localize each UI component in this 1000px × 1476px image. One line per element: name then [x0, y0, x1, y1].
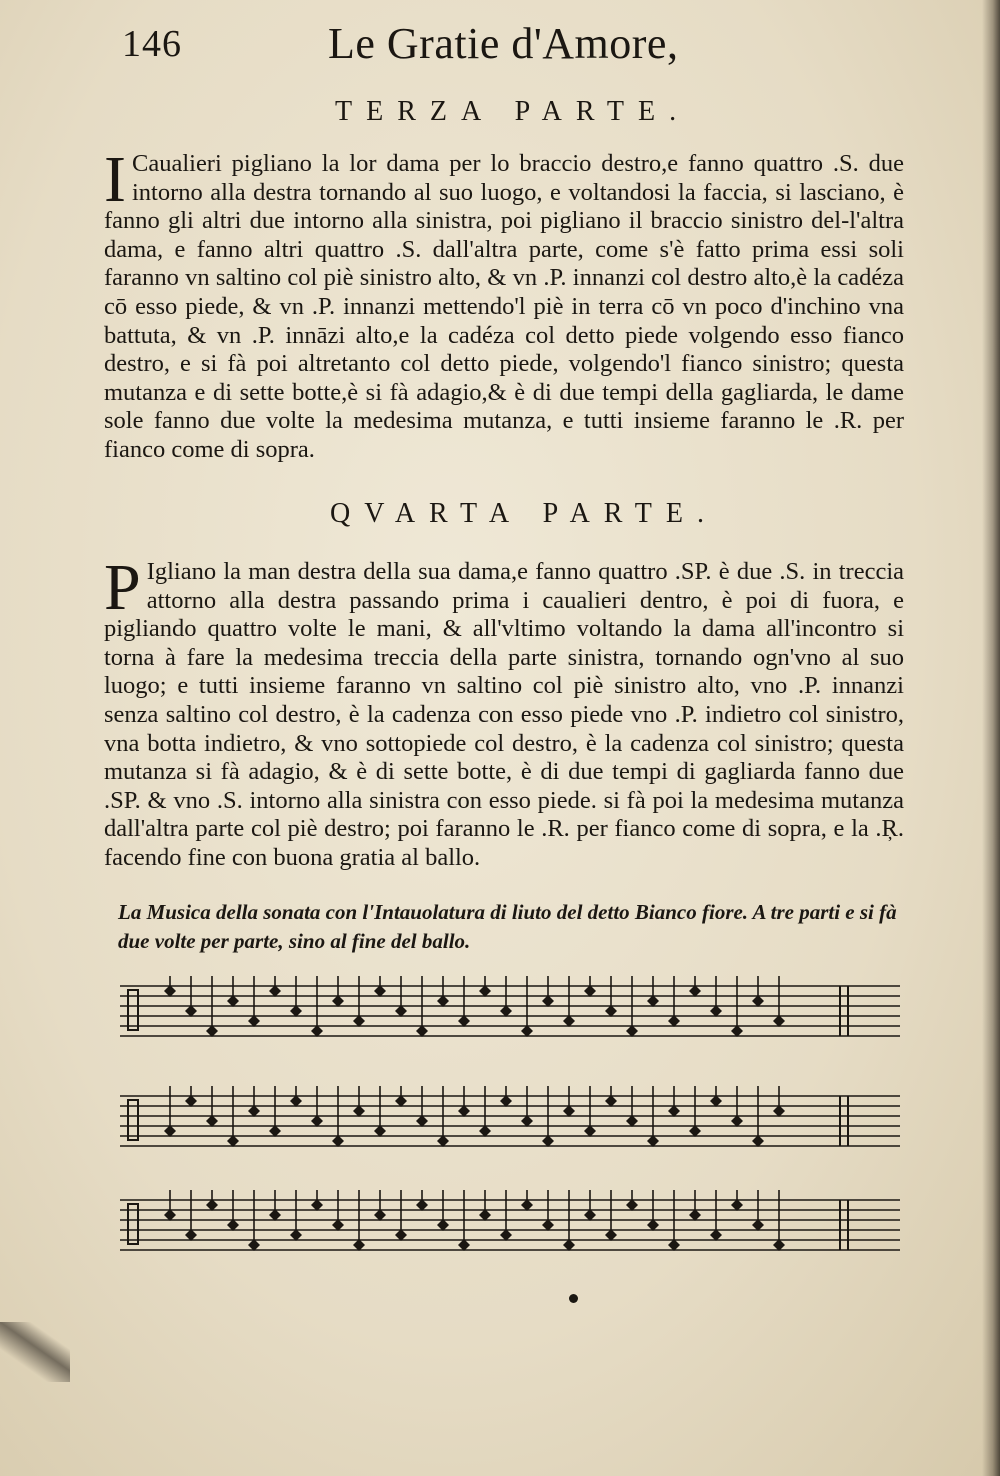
- note-head: [605, 1229, 617, 1241]
- note-head: [521, 1199, 533, 1211]
- note-head: [269, 1125, 281, 1137]
- page-number: 146: [122, 23, 182, 65]
- note-head: [248, 1015, 260, 1027]
- note-head: [332, 995, 344, 1007]
- running-title: Le Gratie d'Amore,: [328, 19, 679, 68]
- note-head: [206, 1025, 218, 1037]
- note-head: [626, 1199, 638, 1211]
- ink-dot: [569, 1294, 578, 1303]
- note-head: [563, 1105, 575, 1117]
- note-head: [290, 1095, 302, 1107]
- note-head: [542, 995, 554, 1007]
- note-head: [206, 1199, 218, 1211]
- page-edge-shadow: [982, 0, 1000, 1476]
- note-head: [647, 995, 659, 1007]
- lute-tablature-icon: [110, 1086, 910, 1160]
- note-head: [395, 1005, 407, 1017]
- music-staff-3: [110, 1190, 910, 1264]
- note-head: [752, 1219, 764, 1231]
- note-head: [605, 1005, 617, 1017]
- note-head: [689, 1125, 701, 1137]
- section-heading-terza: TERZA PARTE.: [335, 96, 691, 127]
- note-head: [668, 1015, 680, 1027]
- note-head: [689, 985, 701, 997]
- note-head: [227, 1135, 239, 1147]
- note-head: [416, 1115, 428, 1127]
- note-head: [416, 1199, 428, 1211]
- note-head: [332, 1219, 344, 1231]
- paragraph-quarta-parte: [104, 551, 904, 873]
- note-head: [458, 1015, 470, 1027]
- lute-tablature-icon: [110, 976, 910, 1050]
- music-caption: La Musica della sonata con l'Intauolatura di liuto del detto Bianco fiore. A tre parti e si fà due volte per parte, sino al fine del ballo.: [118, 900, 897, 953]
- note-head: [311, 1025, 323, 1037]
- note-head: [353, 1105, 365, 1117]
- note-head: [542, 1135, 554, 1147]
- note-head: [752, 995, 764, 1007]
- note-head: [542, 1219, 554, 1231]
- note-head: [773, 1105, 785, 1117]
- note-head: [500, 1229, 512, 1241]
- note-head: [206, 1115, 218, 1127]
- note-head: [227, 995, 239, 1007]
- note-head: [353, 1239, 365, 1251]
- drop-cap-quarta: P: [104, 551, 141, 624]
- note-head: [731, 1025, 743, 1037]
- note-head: [647, 1135, 659, 1147]
- note-head: [689, 1209, 701, 1221]
- note-head: [332, 1135, 344, 1147]
- note-head: [290, 1005, 302, 1017]
- music-staff-1: [110, 976, 910, 1050]
- note-head: [563, 1239, 575, 1251]
- note-head: [731, 1199, 743, 1211]
- note-head: [164, 1209, 176, 1221]
- note-head: [584, 985, 596, 997]
- note-head: [374, 1209, 386, 1221]
- music-staff-2: [110, 1086, 910, 1160]
- note-head: [479, 985, 491, 997]
- note-head: [185, 1095, 197, 1107]
- note-head: [437, 1135, 449, 1147]
- note-head: [437, 1219, 449, 1231]
- note-head: [416, 1025, 428, 1037]
- note-head: [626, 1025, 638, 1037]
- note-head: [479, 1125, 491, 1137]
- note-head: [185, 1005, 197, 1017]
- note-head: [185, 1229, 197, 1241]
- note-head: [752, 1135, 764, 1147]
- note-head: [668, 1105, 680, 1117]
- note-head: [311, 1115, 323, 1127]
- note-head: [521, 1115, 533, 1127]
- note-head: [731, 1115, 743, 1127]
- note-head: [647, 1219, 659, 1231]
- note-head: [710, 1095, 722, 1107]
- note-head: [269, 985, 281, 997]
- note-head: [374, 985, 386, 997]
- note-head: [437, 995, 449, 1007]
- note-head: [248, 1239, 260, 1251]
- note-head: [290, 1229, 302, 1241]
- note-head: [668, 1239, 680, 1251]
- drop-cap-terza: I: [104, 143, 126, 216]
- note-head: [395, 1095, 407, 1107]
- note-head: [710, 1005, 722, 1017]
- note-head: [374, 1125, 386, 1137]
- note-head: [563, 1015, 575, 1027]
- paragraph-terza-parte: [104, 143, 904, 465]
- note-head: [605, 1095, 617, 1107]
- note-head: [164, 985, 176, 997]
- note-head: [248, 1105, 260, 1117]
- note-head: [584, 1125, 596, 1137]
- note-head: [479, 1209, 491, 1221]
- note-head: [710, 1229, 722, 1241]
- note-head: [773, 1239, 785, 1251]
- note-head: [500, 1095, 512, 1107]
- paragraph-text-terza: Caualieri pigliano la lor dama per lo braccio destro,e fanno quattro .S. due intorno alla destra tornando al suo luogo, e voltandosi la faccia, si lasciano, è fanno gli altri due intorno alla sinistra, poi pigliano il braccio sinistro del-l'altra dama, e fanno altri quattro .S. dall'altra parte, come s'è fatto prima essi soli faranno vn saltino col piè sinistro alto, & vn .P. innanzi col destro alto,è la cadéza cō esso piede, & vn .P. innanzi mettendo'l piè in terra cō vn poco d'inchino vna battuta, & vn .P. innāzi alto,e la cadéza col detto piede volgendo esso fianco destro, e si fà poi altretanto col detto piede, volgendo'l fianco sinistro; questa mutanza e di sette botte,è si fà adagio,& è di due tempi della gagliarda, le dame sole fanno due volte la medesima mutanza, e tutti insieme faranno le .R. per fianco come di sopra.: [104, 150, 904, 463]
- note-head: [626, 1115, 638, 1127]
- note-head: [773, 1015, 785, 1027]
- note-head: [521, 1025, 533, 1037]
- note-head: [353, 1015, 365, 1027]
- note-head: [458, 1239, 470, 1251]
- page-header: [110, 14, 679, 70]
- note-head: [164, 1125, 176, 1137]
- note-head: [395, 1229, 407, 1241]
- note-head: [458, 1105, 470, 1117]
- section-heading-quarta: QVARTA PARTE.: [330, 498, 719, 529]
- paragraph-text-quarta: Igliano la man destra della sua dama,e fanno quattro .SP. è due .S. in treccia attorno alla destra passando prima i caualieri dentro, è poi di fuora, e pigliando quattro volte le mani, & all'vltimo voltando la dama all'incontro si torna à fare la medesima treccia della parte sinistra, tornando ogn'vno al suo luogo; e tutti insieme faranno vn saltino col piè sinistro alto, vno .P. innanzi senza saltino col destro, è la cadenza con esso piede vno .P. indietro col sinistro, vna botta indietro, & vno sottopiede col destro, è la cadenza col sinistro; questa mutanza si fà adagio, & è di sette botte, è di due tempi di gagliarda fanno due .SP. & vno .S. intorno alla sinistra con esso piede. si fà poi la medesima mutanza dall'altra parte col piè destro; poi faranno le .R. per fianco come di sopra, e la .Ŗ. facendo fine con buona gratia al ballo.: [104, 558, 904, 871]
- note-head: [500, 1005, 512, 1017]
- ink-smudge: [0, 1322, 70, 1382]
- note-head: [269, 1209, 281, 1221]
- note-head: [311, 1199, 323, 1211]
- note-head: [584, 1209, 596, 1221]
- lute-tablature-icon: [110, 1190, 910, 1264]
- note-head: [227, 1219, 239, 1231]
